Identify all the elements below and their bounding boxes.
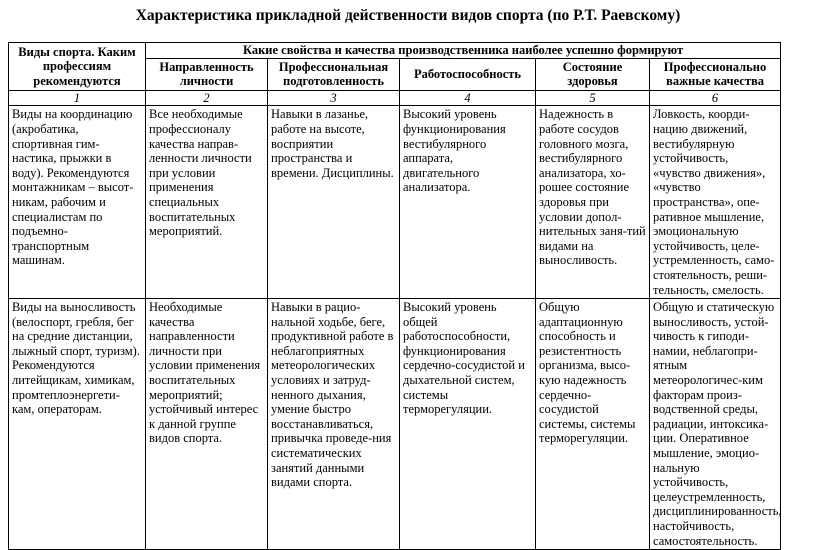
col-header-work-capacity: Работоспособность xyxy=(400,58,536,90)
column-number: 6 xyxy=(650,90,781,106)
column-number: 3 xyxy=(268,90,400,106)
col-header-professional-qualities: Профессионально важные качества xyxy=(650,58,781,90)
table-cell: Общую и статическую выносливость, устой-чивость к гиподи-намии, неблагопри-ятным метеорологичес-ким факторам произ-водственной среды, радиации, интоксика-ции. Оперативное мышление, эмоцио-нальную устойчивость, целеустремленность, дисциплинированность, настойчивость, самостоятельность. xyxy=(650,299,781,550)
table-cell: Общую адаптационную способность и резистентность организма, высо-кую надежность сердечно-сосудистой системы, системы терморегуляции. xyxy=(536,299,650,550)
table-cell: Навыки в рацио-нальной ходьбе, беге, продуктивной работе в неблагоприятных метеорологических условиях и затруд-ненного дыхания, умение быстро восстанавливаться, привычка проведе-ния систематических занятий данными видами спорта. xyxy=(268,299,400,550)
column-number: 1 xyxy=(9,90,146,106)
column-number: 5 xyxy=(536,90,650,106)
table-cell: Ловкость, коорди-нацию движений, вестибулярную устойчивость, «чувство движения», «чувство пространства», опе-ративное мышление, эмоциональную устойчивость, целе-устремленность, само-стоятельность, реши-тельность, смелость. xyxy=(650,106,781,299)
table-cell: Надежность в работе сосудов головного мозга, вестибулярного анализатора, хо-рошее состояние здоровья при условии допол-нительных заня-тий видами на выносливость. xyxy=(536,106,650,299)
table-cell: Высокий уровень функционирования вестибулярного аппарата, двигательного анализатора. xyxy=(400,106,536,299)
page-title: Характеристика прикладной действенности видов спорта (по Р.Т. Раевскому) xyxy=(135,7,681,24)
sports-applicability-table xyxy=(8,42,781,550)
col-header-professional-preparedness: Профессиональная подготовленность xyxy=(268,58,400,90)
col-header-personality-orientation: Направленность личности xyxy=(146,58,268,90)
table-row-endurance xyxy=(9,299,781,550)
column-number: 2 xyxy=(146,90,268,106)
table-cell: Навыки в лазанье, работе на высоте, восприятии пространства и времени. Дисциплины. xyxy=(268,106,400,299)
table-cell: Высокий уровень общей работоспособности, функционирования сердечно-сосудистой и дыхательной систем, системы терморегуляции. xyxy=(400,299,536,550)
table-row-coordination xyxy=(9,106,781,299)
column-number-row xyxy=(9,90,781,106)
col-header-health-state: Состояние здоровья xyxy=(536,58,650,90)
column-number: 4 xyxy=(400,90,536,106)
header-row-top xyxy=(9,43,781,59)
table-cell: Необходимые качества направленности личности при условии применения воспитательных мероприятий; устойчивый интерес к данной группе видов спорта. xyxy=(146,299,268,550)
table-cell: Все необходимые профессионалу качества направ-ленности личности при условии применения специальных воспитательных мероприятий. xyxy=(146,106,268,299)
col-header-sports: Виды спорта. Каким профессиям рекомендуются xyxy=(9,43,146,91)
table-cell: Виды на координацию (акробатика, спортивная гим-настика, прыжки в воду). Рекомендуются монтажникам – высот-никам, рабочим и специалистам по подъемно-транспортным машинам. xyxy=(9,106,146,299)
table-cell: Виды на выносливость (велоспорт, гребля, бег на средние дистанции, лыжный спорт, туризм). Рекомендуются литейщикам, химикам, промтеплоэнергети-кам, операторам. xyxy=(9,299,146,550)
group-header-qualities: Какие свойства и качества производственника наиболее успешно формируют xyxy=(146,43,781,59)
